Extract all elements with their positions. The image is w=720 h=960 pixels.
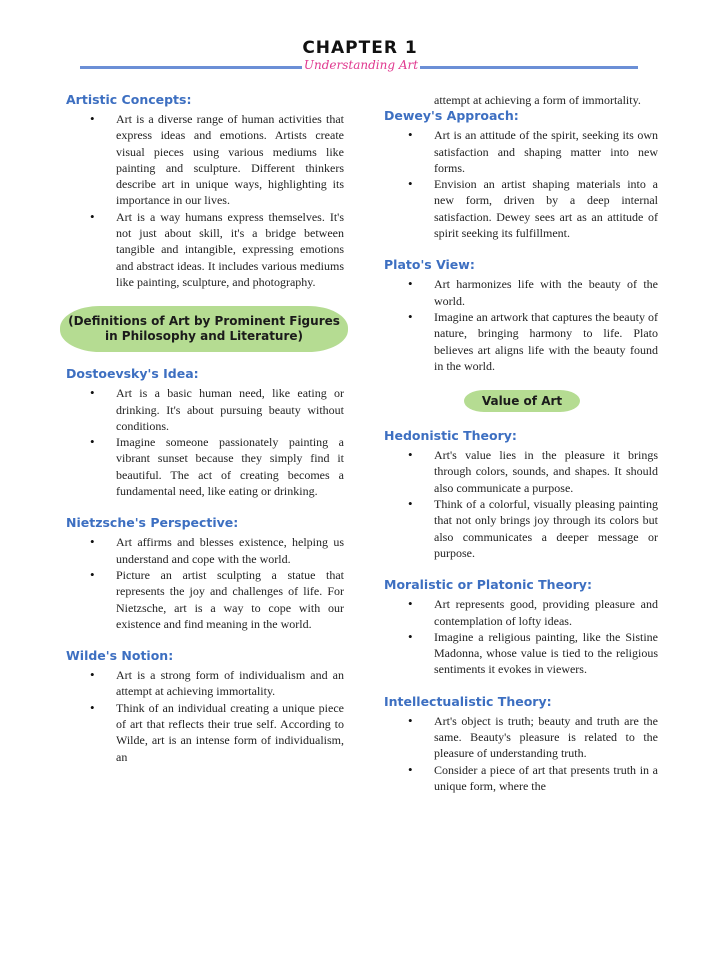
section-dewey	[384, 108, 658, 241]
bullet-list	[66, 534, 344, 632]
bullet-list	[384, 596, 658, 677]
bullet-item: • Envision an artist shaping materials into a new form, driven by a deep internal satisfaction. Dewey sees art as an attitude of spirit seeking its fulfillment.	[434, 176, 658, 241]
section-heading: Hedonistic Theory:	[384, 428, 517, 444]
bullet-list	[384, 276, 658, 374]
section-heading: Intellectualistic Theory:	[384, 693, 552, 709]
section-heading: Artistic Concepts:	[66, 92, 192, 107]
section-heading: Wilde's Notion:	[66, 648, 174, 664]
bullet-item: • Think of a colorful, visually pleasing painting that not only brings joy through its colors but also communicates a deeper message or purpose.	[434, 496, 658, 561]
bullet-item: • Art is a way humans express themselves. It's not just about skill, it's a bridge between tangible and intangible, expressing emotions and abstract ideas. It includes various mediums like painting, sculpture, and photography.	[116, 209, 344, 290]
chapter-subtitle: Understanding Art	[303, 58, 419, 72]
section-moralistic	[384, 577, 658, 677]
bullet-item: • Art represents good, providing pleasure and contemplation of lofty ideas.	[434, 596, 658, 629]
bullet-list	[66, 667, 344, 765]
section-intellectualistic	[384, 694, 658, 794]
bullet-list	[384, 447, 658, 561]
section-heading: Nietzsche's Perspective:	[66, 515, 239, 531]
bullet-item: • Art is a strong form of individualism and an attempt at achieving immortality.	[116, 667, 344, 700]
section-plato	[384, 257, 658, 374]
section-heading: Moralistic or Platonic Theory:	[384, 577, 592, 593]
section-dostoevsky	[66, 366, 344, 499]
bullet-item: • Consider a piece of art that presents truth in a unique form, where the	[434, 762, 658, 795]
section-hedonistic	[384, 428, 658, 561]
bullet-item: • Art's object is truth; beauty and truth are the same. Beauty's pleasure is related to the pleasure of understanding truth.	[434, 713, 658, 762]
section-artistic-concepts	[66, 92, 344, 290]
section-wilde	[66, 648, 344, 765]
bullet-item: • Art is a diverse range of human activities that express ideas and emotions. Artists create visual pieces using various mediums like painting and sculpture. Different thinkers describe art in unique ways, highlighting its importance in our lives.	[116, 111, 344, 209]
bullet-item: • Imagine someone passionately painting a vibrant sunset because they simply find it beautiful. The act of creating becomes a fundamental need, like eating or drinking.	[116, 434, 344, 499]
bullet-list	[66, 385, 344, 499]
continued-text: attempt at achieving a form of immortality.	[434, 93, 641, 107]
bullet-item: • Think of an individual creating a unique piece of art that reflects their true self. According to Wilde, art is an intense form of individualism, an	[116, 700, 344, 765]
chapter-title: CHAPTER 1	[302, 38, 418, 58]
bullet-item: • Imagine a religious painting, like the Sistine Madonna, whose value is tied to the religious sentiments it evokes in viewers.	[434, 629, 658, 678]
section-heading: Dewey's Approach:	[384, 108, 519, 124]
bullet-item: • Art affirms and blesses existence, helping us understand and cope with the world.	[116, 534, 344, 567]
page-header	[0, 0, 720, 80]
header-rule-right	[420, 66, 638, 69]
section-heading: Plato's View:	[384, 257, 475, 273]
bullet-item: • Imagine an artwork that captures the beauty of nature, bringing harmony to life. Plato believes art aligns life with the beauty found in the world.	[434, 309, 658, 374]
left-column	[66, 92, 344, 781]
bullet-list	[384, 713, 658, 794]
bullet-item: • Art harmonizes life with the beauty of the world.	[434, 276, 658, 309]
bullet-item: • Picture an artist sculpting a statue that represents the joy and challenges of life. For Nietzsche, art is a way to cope with our existence and find meaning in the world.	[116, 567, 344, 632]
bullet-item: • Art is an attitude of the spirit, seeking its own satisfaction and shaping matter into new forms.	[434, 127, 658, 176]
definitions-banner: (Definitions of Art by Prominent Figures in Philosophy and Literature)	[60, 306, 348, 352]
bullet-item: • Art is a basic human need, like eating or drinking. It's about pursuing beauty without conditions.	[116, 385, 344, 434]
value-of-art-banner: Value of Art	[464, 390, 580, 412]
bullet-list	[384, 127, 658, 241]
bullet-list	[66, 111, 344, 290]
header-rule-left	[80, 66, 302, 69]
right-column	[384, 92, 658, 810]
bullet-item: • Art's value lies in the pleasure it brings through colors, sounds, and shapes. It should also communicate a purpose.	[434, 447, 658, 496]
section-nietzsche	[66, 515, 344, 632]
section-heading: Dostoevsky's Idea:	[66, 366, 199, 382]
